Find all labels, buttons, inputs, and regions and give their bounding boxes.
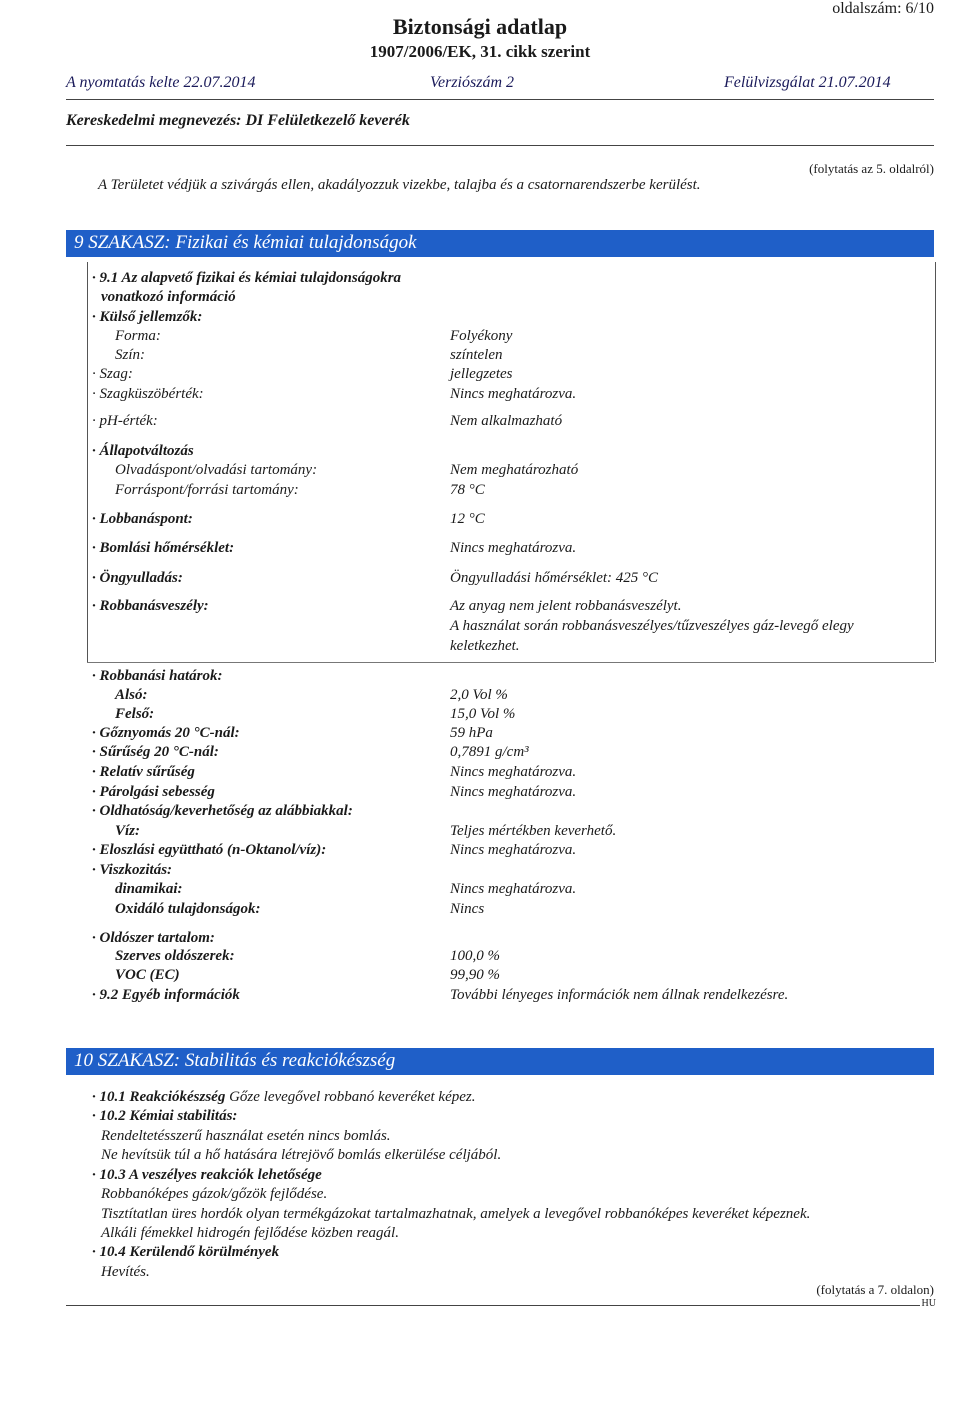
property-value: Teljes mértékben keverhető. (450, 823, 617, 839)
property-value: 12 °C (450, 511, 485, 527)
footer-rule (66, 1305, 934, 1306)
property-value: Nincs meghatározva. (450, 540, 577, 556)
section10-heading: 10 SZAKASZ: Stabilitás és reakciókészség (74, 1050, 396, 1071)
property-label: · Oldószer tartalom: (92, 930, 215, 946)
property-label: · Oldhatóság/keverhetőség az alábbiakkal: (92, 803, 353, 819)
stability-label: · 10.2 Kémiai stabilitás: (92, 1108, 238, 1124)
property-label: dinamikai: (115, 881, 183, 897)
property-value: További lényeges információk nem állnak rendelkezésre. (450, 987, 789, 1003)
property-label: · Sűrűség 20 °C-nál: (92, 744, 219, 760)
property-label: Szerves oldószerek: (115, 948, 235, 964)
reactivity-line (92, 1089, 475, 1106)
property-label: · Relatív sűrűség (92, 764, 195, 780)
property-label: · Lobbanáspont: (92, 511, 193, 527)
property-value: 99,90 % (450, 967, 500, 983)
print-date: A nyomtatás kelte 22.07.2014 (66, 74, 256, 91)
property-label: · 9.2 Egyéb információk (92, 987, 240, 1003)
property-label: · Robbanási határok: (92, 668, 223, 684)
property-value: Nincs meghatározva. (450, 881, 577, 897)
section9-heading: 9 SZAKASZ: Fizikai és kémiai tulajdonságok (74, 232, 417, 253)
property-label: · Eloszlási együttható (n-Oktanol/víz): (92, 842, 327, 858)
property-value: Nincs meghatározva. (450, 784, 577, 800)
property-value: 2,0 Vol % (450, 687, 508, 703)
property-label: · Párolgási sebesség (92, 784, 215, 800)
reactivity-text: Gőze levegővel robbanó keveréket képez. (225, 1089, 476, 1105)
version-number: Verziószám 2 (430, 74, 515, 91)
property-label: Felső: (115, 706, 155, 722)
trade-name-rule (66, 145, 934, 146)
hazardous-reactions-line1: Robbanóképes gázok/gőzök fejlődése. (101, 1186, 328, 1202)
property-value: Folyékony (450, 328, 513, 344)
property-value: 78 °C (450, 482, 485, 498)
property-value: A használat során robbanásveszélyes/tűzveszélyes gáz-levegő elegy (450, 618, 854, 634)
section9-intro-line2: vonatkozó információ (101, 289, 236, 305)
property-value: Nincs (450, 901, 485, 917)
property-value: jellegzetes (450, 366, 513, 382)
document-subtitle: 1907/2006/EK, 31. cikk szerint (369, 42, 591, 61)
conditions-to-avoid-label: · 10.4 Kerülendő körülmények (92, 1244, 280, 1260)
property-value: 59 hPa (450, 725, 493, 741)
property-label: · Bomlási hőmérséklet: (92, 540, 235, 556)
property-label: · Szagküszöbérték: (92, 386, 204, 402)
stability-line1: Rendeltetésszerű használat esetén nincs bomlás. (101, 1128, 391, 1144)
trade-name: Kereskedelmi megnevezés: DI Felületkezelő keverék (66, 112, 410, 129)
language-code: HU (921, 1298, 936, 1309)
conditions-to-avoid-line1: Hevítés. (101, 1264, 150, 1280)
hazardous-reactions-line2: Tisztítatlan üres hordók olyan termékgázokat tartalmazhatnak, amelyek a levegővel robbanóképes keveréket képeznek. (101, 1206, 811, 1222)
hazardous-reactions-line3: Alkáli fémekkel hidrogén fejlődése közben reagál. (101, 1225, 399, 1241)
header-rule (66, 99, 934, 100)
property-value: Öngyulladási hőmérséklet: 425 °C (450, 570, 659, 586)
property-label: · Robbanásveszély: (92, 598, 209, 614)
property-value: keletkezhet. (450, 638, 520, 654)
property-label: Szín: (115, 347, 145, 363)
property-value: Nem meghatározható (450, 462, 579, 478)
property-value: Az anyag nem jelent robbanásveszélyt. (450, 598, 682, 614)
section10-heading-band (66, 1048, 934, 1075)
property-value: színtelen (450, 347, 503, 363)
property-value: Nincs meghatározva. (450, 386, 577, 402)
property-label: · pH-érték: (92, 413, 158, 429)
reactivity-label: · 10.1 Reakciókészség (92, 1089, 226, 1105)
continued-to: (folytatás a 7. oldalon) (816, 1282, 934, 1297)
document-title: Biztonsági adatlap (392, 14, 568, 39)
property-label: · Gőznyomás 20 °C-nál: (92, 725, 240, 741)
property-label: Olvadáspont/olvadási tartomány: (115, 462, 318, 478)
property-value: 100,0 % (450, 948, 500, 964)
section9-box-bottom (87, 662, 934, 663)
property-label: · Külső jellemzők: (92, 309, 203, 325)
property-label: · Viszkozitás: (92, 862, 173, 878)
property-label: Forma: (115, 328, 161, 344)
property-label: · Állapotváltozás (92, 443, 194, 459)
property-value: Nincs meghatározva. (450, 764, 577, 780)
revision-date: Felülvizsgálat 21.07.2014 (724, 74, 891, 91)
property-label: Oxidáló tulajdonságok: (115, 901, 261, 917)
property-value: 0,7891 g/cm³ (450, 744, 529, 760)
property-label: Forráspont/forrási tartomány: (115, 482, 299, 498)
section9-intro-line1: · 9.1 Az alapvető fizikai és kémiai tulajdonságokra (92, 270, 402, 286)
property-label: · Öngyulladás: (92, 570, 183, 586)
property-label: Víz: (115, 823, 141, 839)
section9-heading-band (66, 230, 934, 257)
property-label: Alsó: (115, 687, 148, 703)
page-number: oldalszám: 6/10 (832, 0, 934, 17)
stability-line2: Ne hevítsük túl a hő hatására létrejövő bomlás elkerülése céljából. (101, 1147, 502, 1163)
property-label: · Szag: (92, 366, 133, 382)
hazardous-reactions-label: · 10.3 A veszélyes reakciók lehetősége (92, 1167, 322, 1183)
intro-text: A Területet védjük a szivárgás ellen, akadályozzuk vizekbe, talajba és a csatornarendszerbe kerülést. (98, 177, 701, 193)
continued-from: (folytatás az 5. oldalról) (809, 161, 934, 176)
property-value: Nincs meghatározva. (450, 842, 577, 858)
property-value: Nem alkalmazható (450, 413, 563, 429)
property-value: 15,0 Vol % (450, 706, 516, 722)
property-label: VOC (EC) (115, 967, 180, 983)
